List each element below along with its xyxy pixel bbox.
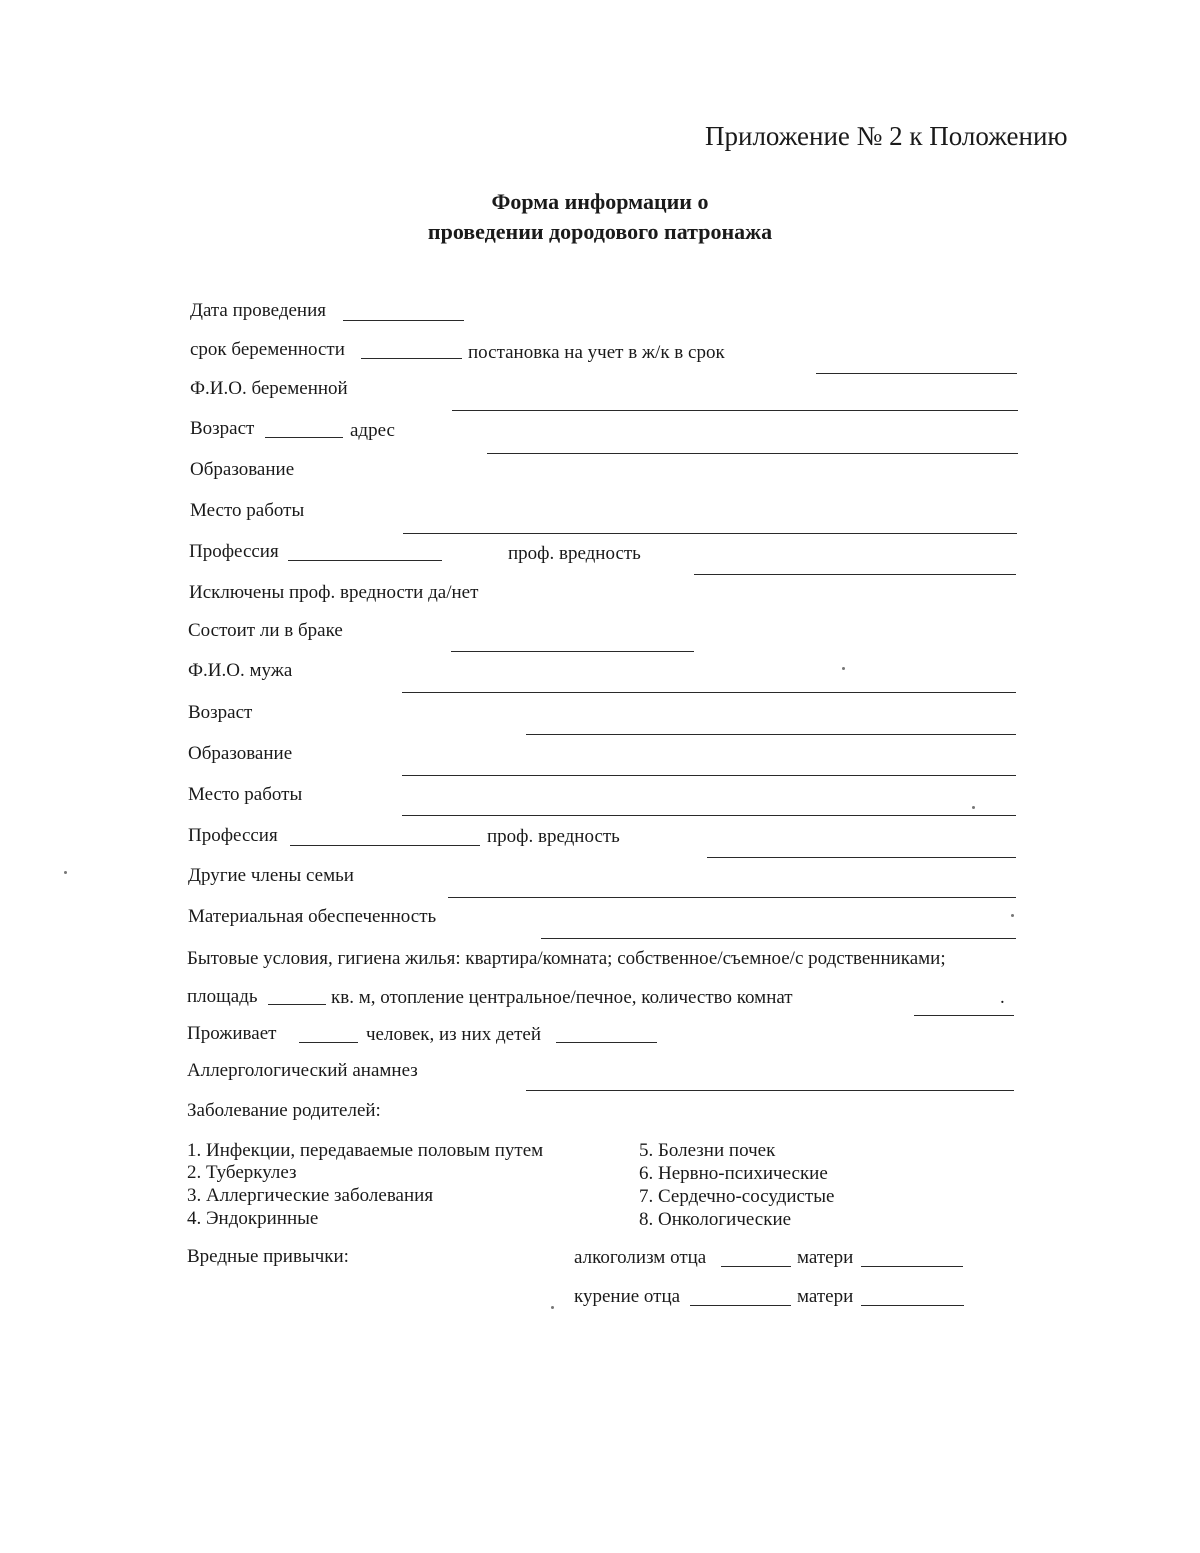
fio-husband-label: Ф.И.О. мужа: [188, 660, 293, 681]
alcohol-mother-label: матери: [797, 1247, 854, 1268]
term-label: срок беременности: [190, 339, 345, 360]
age-label: Возраст: [190, 418, 255, 439]
registration-label: постановка на учет в ж/к в срок: [468, 342, 725, 363]
material-security-field[interactable]: [541, 938, 1016, 939]
workplace-field[interactable]: [403, 533, 1017, 534]
disease-item: 1. Инфекции, передаваемые половым путем: [187, 1140, 544, 1161]
residents-field[interactable]: [299, 1042, 358, 1043]
address-field[interactable]: [487, 453, 1018, 454]
disease-item: 5. Болезни почек: [639, 1140, 776, 1161]
husband-profession-label: Профессия: [188, 825, 278, 846]
occupational-hazard-field[interactable]: [694, 574, 1016, 575]
form-title-line1: Форма информации о: [491, 189, 709, 214]
date-label: Дата проведения: [190, 300, 327, 321]
husband-workplace-field[interactable]: [402, 815, 1016, 816]
age-field[interactable]: [265, 437, 343, 438]
term-field[interactable]: [361, 358, 462, 359]
scan-speck: [1011, 914, 1014, 917]
scan-speck: [64, 871, 67, 874]
area-label: площадь: [187, 986, 258, 1007]
husband-workplace-label: Место работы: [188, 784, 303, 805]
disease-item: 8. Онкологические: [639, 1209, 792, 1230]
husband-age-field[interactable]: [526, 734, 1016, 735]
fio-pregnant-field[interactable]: [452, 410, 1018, 411]
disease-item: 2. Туберкулез: [187, 1162, 297, 1183]
disease-item: 6. Нервно-психические: [639, 1163, 828, 1184]
hazard-excluded-label: Исключены проф. вредности да/нет: [189, 582, 479, 603]
smoking-father-label: курение отца: [574, 1286, 681, 1307]
living-conditions-label: Бытовые условия, гигиена жилья: квартира/комната; собственное/съемное/с родственниками;: [187, 948, 946, 969]
profession-field[interactable]: [288, 560, 442, 561]
children-field[interactable]: [556, 1042, 657, 1043]
address-label: адрес: [350, 420, 395, 441]
alcohol-father-label: алкоголизм отца: [574, 1247, 707, 1268]
smoking-father-field[interactable]: [690, 1305, 791, 1306]
disease-item: 4. Эндокринные: [187, 1208, 319, 1229]
education-label: Образование: [190, 459, 295, 480]
habits-label: Вредные привычки:: [187, 1246, 349, 1267]
fio-pregnant-label: Ф.И.О. беременной: [190, 378, 348, 399]
disease-item: 3. Аллергические заболевания: [187, 1185, 434, 1206]
allergy-history-field[interactable]: [526, 1090, 1014, 1091]
alcohol-father-field[interactable]: [721, 1266, 791, 1267]
date-field[interactable]: [343, 320, 464, 321]
residents-rest-label: человек, из них детей: [366, 1024, 542, 1045]
smoking-mother-field[interactable]: [861, 1305, 964, 1306]
family-members-label: Другие члены семьи: [188, 865, 354, 886]
scan-speck: [551, 1306, 554, 1309]
period-mark: .: [1000, 987, 1005, 1008]
fio-husband-field[interactable]: [402, 692, 1016, 693]
family-members-field[interactable]: [448, 897, 1016, 898]
material-security-label: Материальная обеспеченность: [188, 906, 437, 927]
registration-field[interactable]: [816, 373, 1017, 374]
husband-education-label: Образование: [188, 743, 293, 764]
rooms-field[interactable]: [914, 1015, 1014, 1016]
workplace-label: Место работы: [190, 500, 305, 521]
smoking-mother-label: матери: [797, 1286, 854, 1307]
married-label: Состоит ли в браке: [188, 620, 343, 641]
husband-education-field[interactable]: [402, 775, 1016, 776]
scan-speck: [842, 667, 845, 670]
husband-hazard-label: проф. вредность: [487, 826, 620, 847]
area-rest-label: кв. м, отопление центральное/печное, количество комнат: [331, 987, 793, 1008]
residents-label: Проживает: [187, 1023, 277, 1044]
husband-hazard-field[interactable]: [707, 857, 1016, 858]
disease-item: 7. Сердечно-сосудистые: [639, 1186, 835, 1207]
allergy-history-label: Аллергологический анамнез: [187, 1060, 418, 1081]
form-title-line2: проведении дородового патронажа: [427, 219, 773, 244]
parents-diseases-label: Заболевание родителей:: [187, 1100, 381, 1121]
area-field[interactable]: [268, 1004, 326, 1005]
profession-label: Профессия: [189, 541, 279, 562]
alcohol-mother-field[interactable]: [861, 1266, 963, 1267]
husband-age-label: Возраст: [188, 702, 253, 723]
scan-speck: [972, 806, 975, 809]
occupational-hazard-label: проф. вредность: [508, 543, 641, 564]
husband-profession-field[interactable]: [290, 845, 480, 846]
married-field[interactable]: [451, 651, 694, 652]
appendix-label: Приложение № 2 к Положению: [705, 121, 1068, 151]
